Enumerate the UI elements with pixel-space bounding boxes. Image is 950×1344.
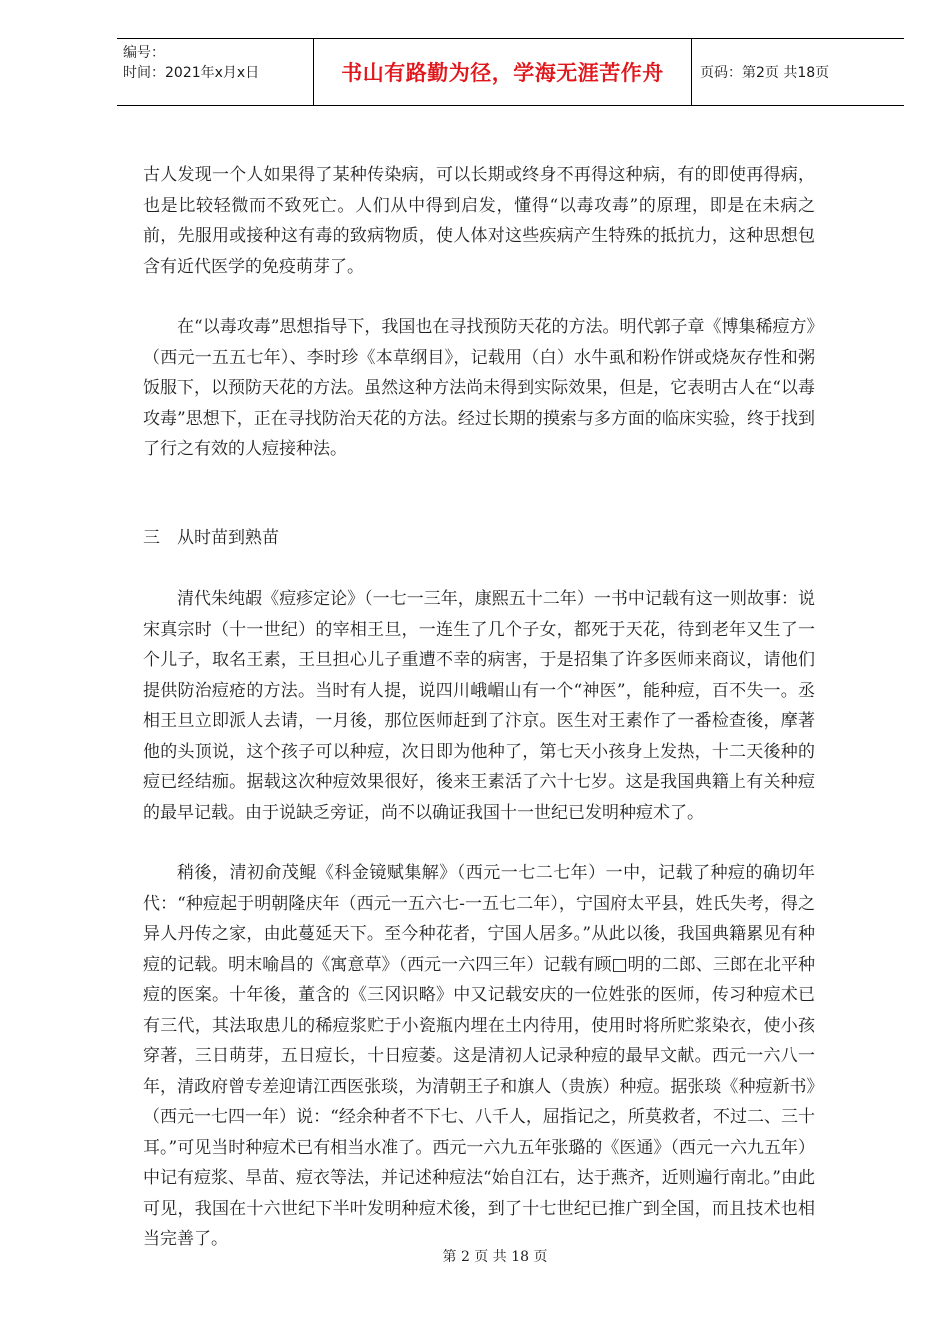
paragraph-3: 清代朱纯嘏《痘疹定论》（一七一三年，康熙五十二年）一书中记载有这一则故事：说宋真宗时（十一世纪）的宰相王旦，一连生了几个子女，都死于天花，待到老年又生了一个儿子，取名王素，王旦担心儿子重遭不幸的病害，于是招集了许多医师来商议，请他们提供防治痘疮的方法。当时有人提，说四川峨嵋山有一个“神医”，能种痘，百不失一。丞相王旦立即派人去请，一月後，那位医师赶到了汴京。医生对王素作了一番检查後，摩著他的头顶说，这个孩子可以种痘，次日即为他种了，第七天小孩身上发热，十二天後种的痘已经结痂。据载这次种痘效果很好，後来王素活了六十七岁。这是我国典籍上有关种痘的最早记载。由于说缺乏旁证，尚不以确证我国十一世纪已发明种痘术了。 (143, 589, 815, 823)
paragraph-2: 在“以毒攻毒”思想指导下，我国也在寻找预防天花的方法。明代郭子章《博集稀痘方》（西元一五五七年）、李时珍《本草纲目》，记载用（白）水牛虱和粉作饼或烧灰存性和粥饭服下，以预防天花的方法。虽然这种方法尚未得到实际效果，但是，它表明古人在“以毒攻毒”思想下，正在寻找防治天花的方法。经过长期的摸索与多方面的临床实验，终于找到了行之有效的人痘接种法。 (143, 317, 815, 459)
paragraph-1: 古人发现一个人如果得了某种传染病，可以长期或终身不再得这种病，有的即使再得病，也是比较轻微而不致死亡。人们从中得到启发，懂得“以毒攻毒”的原理，即是在未病之前，先服用或接种这有毒的致病物质，使人体对这些疾病产生特殊的抵抗力，这种思想包含有近代医学的免疫萌芽了。 (143, 165, 815, 277)
document-body (143, 160, 815, 1255)
header-page-label: 页码：第2页 共18页 (700, 65, 830, 81)
section-heading: 三 从时苗到熟苗 (143, 527, 279, 548)
paragraph-4: 稍後，清初俞茂鲲《科金镜赋集解》（西元一七二七年）一中，记载了种痘的确切年代：“种痘起于明朝隆庆年（西元一五六七-一五七二年），宁国府太平县，姓氏失考，得之异人丹传之家，由此蔓延天下。至今种花者，宁国人居多。”从此以後，我国典籍累见有种痘的记载。明末喻昌的《寓意草》（西元一六四三年）记载有顾□明的二郎、三郎在北平种痘的医案。十年後，董含的《三冈识略》中又记载安庆的一位姓张的医师，传习种痘术已有三代，其法取患儿的稀痘浆贮于小瓷瓶内埋在土内待用，使用时将所贮浆染衣，使小孩穿著，三日萌芽，五日痘长，十日痘萎。这是清初人记录种痘的最早文献。西元一六八一年，清政府曾专差迎请江西医张琰，为清朝王子和旗人（贵族）种痘。据张琰《种痘新书》（西元一七四一年）说：“经余种者不下七、八千人，屈指记之，所莫救者，不过二、三十耳。”可见当时种痘术已有相当水准了。西元一六九五年张璐的《医通》（西元一六九五年）中记有痘浆、旱苗、痘衣等法，并记述种痘法“始自江右，达于燕齐，近则遍行南北。”由此可见，我国在十六世纪下半叶发明种痘术後，到了十七世纪已推广到全国，而且技术也相当完善了。 (143, 863, 815, 1249)
page-header (117, 38, 904, 106)
time-label: 时间：2021年x月x日 (123, 65, 260, 81)
header-motto: 书山有路勤为径，学海无涯苦作舟 (314, 39, 692, 105)
header-meta (117, 39, 314, 105)
code-label: 编号： (123, 45, 165, 61)
page-footer: 第 2 页 共 18 页 (442, 1249, 548, 1265)
